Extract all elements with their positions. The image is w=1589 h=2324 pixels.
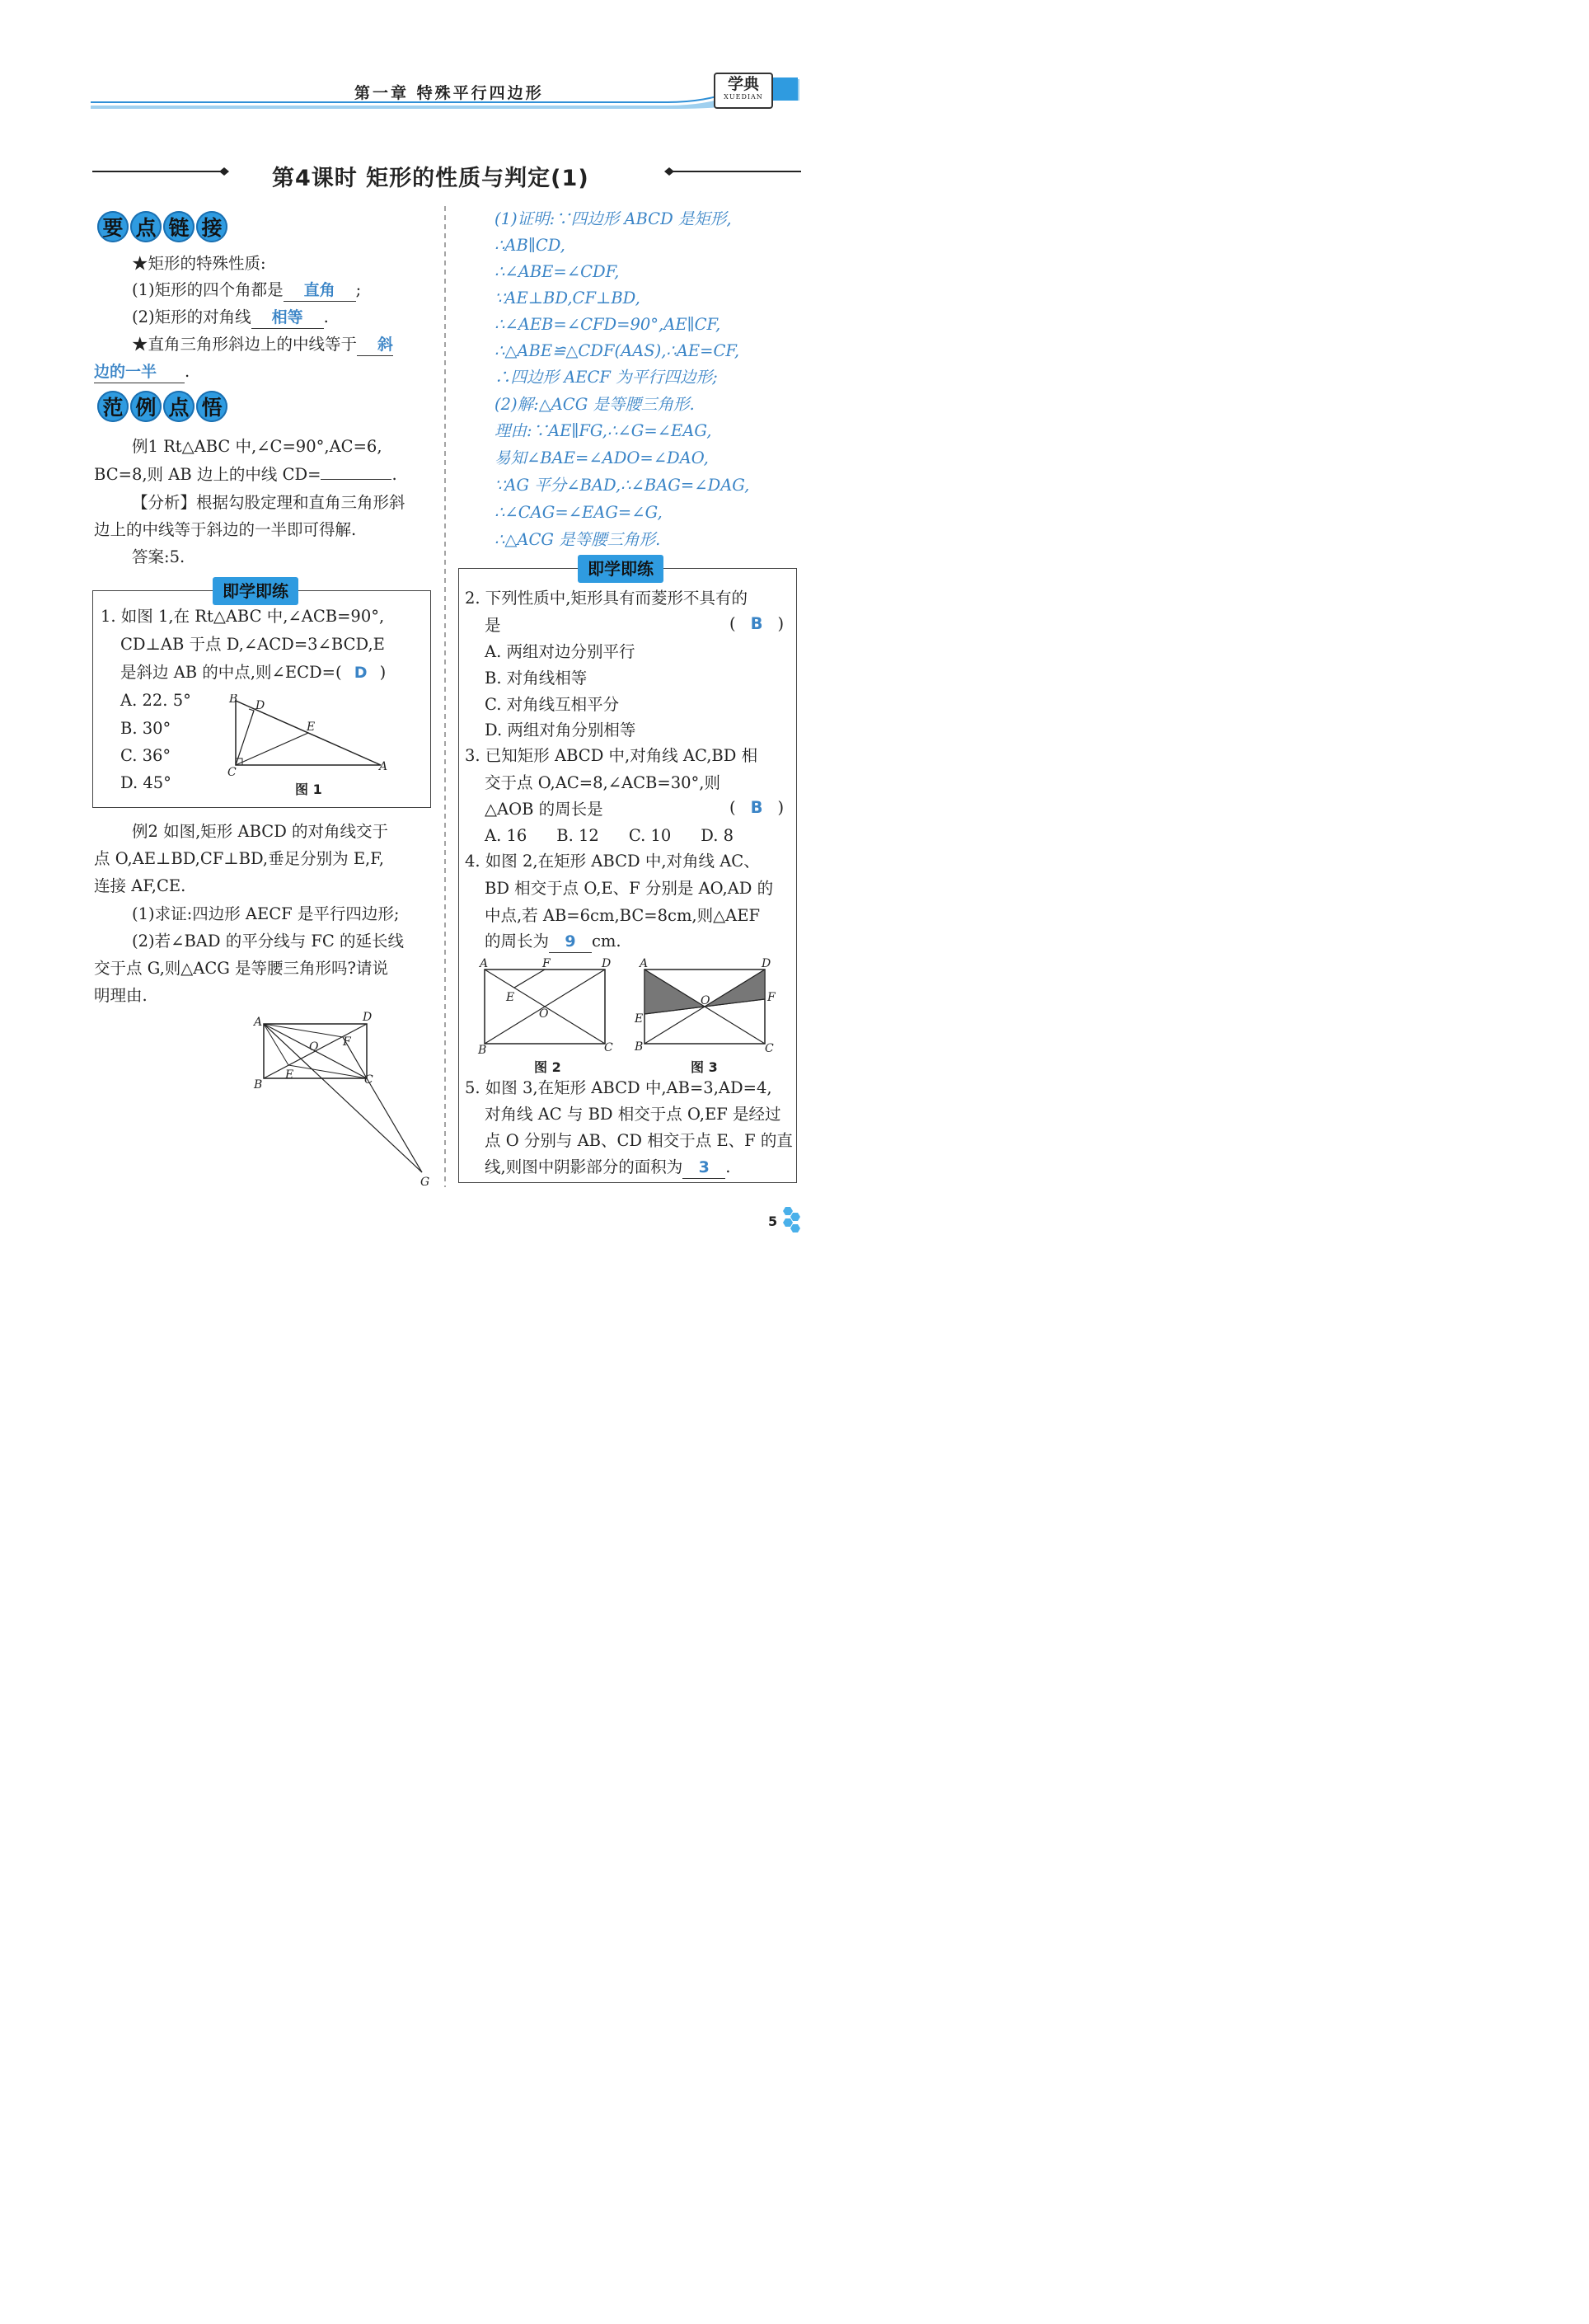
solution-line: ∴四边形 AECF 为平行四边形;: [495, 368, 718, 387]
fig2-label: C: [604, 1041, 613, 1054]
solution-line: ∴AB∥CD,: [495, 236, 565, 255]
badge-char: 链: [163, 211, 195, 242]
example1-analysis: 边上的中线等于斜边的一半即可得解.: [94, 520, 357, 539]
practice-tab: 即学即练: [213, 577, 298, 605]
key-point-line: [132, 332, 393, 357]
answer-blank: 相等: [251, 307, 324, 329]
solution-line: ∴△ABE≌△CDF(AAS),∴AE=CF,: [495, 341, 740, 360]
fig3-label: O: [701, 994, 710, 1007]
fig3-label: B: [635, 1040, 644, 1054]
badge-char: 要: [97, 211, 129, 242]
fig1-label: E: [307, 721, 316, 734]
badge-char: 接: [196, 211, 227, 242]
fig3-label: A: [640, 957, 649, 970]
example2-line: 连接 AF,CE.: [94, 876, 186, 895]
solution-line: ∴△ACG 是等腰三角形.: [495, 530, 661, 549]
text: 线,则图中阴影部分的面积为: [485, 1157, 683, 1176]
example1-answer: 答案:5.: [132, 547, 185, 566]
text: cm.: [592, 932, 621, 951]
key-point-line: [94, 359, 190, 384]
ex2-fig-label: B: [254, 1078, 263, 1092]
figure-3: [633, 956, 781, 1055]
answer-choice: B: [750, 614, 763, 633]
text: .: [323, 308, 329, 326]
q1-line: CD⊥AB 于点 D,∠ACD=3∠BCD,E: [120, 635, 385, 654]
answer-blank: 3: [682, 1157, 725, 1179]
q3-answer-paren: ( B ): [729, 798, 785, 817]
fig1-label: B: [229, 694, 238, 706]
key-points-badge: [97, 211, 227, 242]
q2-answer-paren: ( B ): [729, 614, 785, 633]
q2-line: 是: [485, 616, 501, 635]
hexagon-decoration-icon: [778, 1205, 803, 1238]
example2-line: 明理由.: [94, 986, 148, 1005]
key-point-line: ★矩形的特殊性质:: [132, 254, 266, 273]
ex2-fig-label: A: [254, 1016, 263, 1029]
q3-option: D. 8: [701, 826, 734, 845]
key-point-line: [132, 305, 329, 330]
text: (1)矩形的四个角都是: [132, 280, 284, 299]
text: ★直角三角形斜边上的中线等于: [132, 335, 358, 354]
example2-line: (1)求证:四边形 AECF 是平行四边形;: [132, 904, 400, 923]
figure-3-caption: 图 3: [691, 1059, 718, 1075]
q1-option: C. 36°: [120, 746, 171, 765]
solution-line: (2)解:△ACG 是等腰三角形.: [495, 395, 695, 414]
fig2-label: B: [478, 1044, 487, 1055]
page-number: 5: [768, 1214, 778, 1229]
text: .: [725, 1157, 731, 1176]
example2-line: 交于点 G,则△ACG 是等腰三角形吗?请说: [94, 959, 389, 978]
q4-line: 4. 如图 2,在矩形 ABCD 中,对角线 AC、: [465, 852, 760, 871]
q4-line: [485, 929, 621, 954]
q3-option: A. 16: [485, 826, 527, 845]
lesson-title: 第4课时 矩形的性质与判定(1): [272, 166, 589, 191]
text: BC=8,则 AB 边上的中线 CD=: [94, 465, 321, 484]
q1-option: D. 45°: [120, 773, 171, 792]
example1-line: [94, 462, 397, 487]
ex2-fig-label: F: [343, 1035, 351, 1049]
solution-line: (1)证明:∵四边形 ABCD 是矩形,: [495, 209, 732, 228]
q2-option: D. 两组对角分别相等: [485, 721, 636, 739]
answer-blank: 边的一半: [94, 361, 185, 383]
q1-option: B. 30°: [120, 719, 171, 738]
fig1-label: C: [227, 766, 237, 777]
ex2-fig-label: D: [363, 1011, 373, 1024]
answer-blank: 9: [549, 931, 592, 953]
q4-line: 中点,若 AB=6cm,BC=8cm,则△AEF: [485, 906, 760, 925]
fig2-label: F: [542, 957, 551, 970]
answer-blank: 直角: [284, 279, 356, 302]
figure-2: [476, 956, 616, 1055]
publisher-logo: [714, 73, 773, 109]
ex2-fig-label: O: [309, 1040, 319, 1054]
badge-char: 范: [97, 391, 129, 422]
q3-line: 交于点 O,AC=8,∠ACB=30°,则: [485, 773, 720, 792]
q1-option: A. 22. 5°: [120, 691, 191, 710]
figure-1-caption: 图 1: [295, 782, 322, 797]
badge-char: 悟: [196, 391, 227, 422]
q4-line: BD 相交于点 O,E、F 分别是 AO,AD 的: [485, 879, 774, 898]
q1-line: 1. 如图 1,在 Rt△ABC 中,∠ACB=90°,: [101, 607, 385, 626]
solution-line: ∴∠CAG=∠EAG=∠G,: [495, 503, 663, 522]
badge-char: 点: [130, 211, 162, 242]
q3-option: B. 12: [556, 826, 599, 845]
q2-option: B. 对角线相等: [485, 669, 588, 688]
q2-option: C. 对角线互相平分: [485, 695, 620, 714]
fig3-label: F: [767, 991, 776, 1004]
example1-analysis: 【分析】根据勾股定理和直角三角形斜: [132, 493, 405, 512]
text: ;: [355, 280, 362, 299]
text: (2)矩形的对角线: [132, 308, 251, 326]
ex2-fig-label: E: [285, 1068, 294, 1082]
q2-line: 2. 下列性质中,矩形具有而菱形不具有的: [465, 589, 748, 608]
logo-text: 学典: [727, 75, 759, 93]
solution-line: 易知∠BAE=∠ADO=∠DAO,: [495, 448, 709, 467]
answer-blank: [321, 479, 391, 480]
practice-tab: 即学即练: [578, 555, 663, 583]
fig1-label: D: [255, 699, 265, 712]
key-point-line: [132, 278, 361, 303]
q3-option: C. 10: [628, 826, 672, 845]
q5-line: 对角线 AC 与 BD 相交于点 O,EF 是经过: [485, 1105, 781, 1124]
q3-options: [485, 824, 734, 848]
ex2-fig-label: C: [364, 1073, 373, 1087]
badge-char: 例: [130, 391, 162, 422]
example2-line: 点 O,AE⊥BD,CF⊥BD,垂足分别为 E,F,: [94, 849, 384, 868]
text: 的周长为: [485, 932, 550, 951]
ex2-fig-label: G: [420, 1176, 430, 1189]
badge-char: 点: [163, 391, 195, 422]
solution-line: 理由:∵AE∥FG,∴∠G=∠EAG,: [495, 421, 712, 440]
fig1-label: A: [379, 760, 388, 773]
example2-line: (2)若∠BAD 的平分线与 FC 的延长线: [132, 932, 405, 951]
solution-line: ∴∠ABE=∠CDF,: [495, 262, 620, 281]
chapter-title: 第一章 特殊平行四边形: [354, 84, 544, 102]
answer-choice: D: [354, 664, 368, 682]
fig3-label: E: [635, 1012, 644, 1026]
q3-line: 3. 已知矩形 ABCD 中,对角线 AC,BD 相: [465, 746, 758, 765]
column-divider: [443, 206, 447, 1187]
text: 是斜边 AB 的中点,则∠ECD=(: [120, 663, 342, 682]
example1-line: 例1 Rt△ABC 中,∠C=90°,AC=6,: [132, 437, 382, 456]
example2-figure: [247, 1007, 437, 1190]
answer-blank: 斜: [357, 334, 393, 356]
fig2-label: E: [506, 991, 515, 1004]
q5-line: 5. 如图 3,在矩形 ABCD 中,AB=3,AD=4,: [465, 1078, 772, 1097]
logo-subtext: XUEDIAN: [724, 93, 763, 101]
fig2-label: O: [539, 1007, 549, 1021]
q3-line: △AOB 的周长是: [485, 800, 603, 819]
q5-line: 点 O 分别与 AB、CD 相交于点 E、F 的直: [485, 1131, 793, 1150]
text: .: [391, 465, 397, 484]
solution-line: ∴∠AEB=∠CFD=90°,AE∥CF,: [495, 315, 721, 334]
examples-badge: [97, 391, 227, 422]
text: ): [379, 663, 387, 682]
solution-line: ∵AG 平分∠BAD,∴∠BAG=∠DAG,: [495, 476, 750, 495]
q1-line: [120, 660, 386, 685]
text: .: [185, 362, 190, 381]
q2-option: A. 两组对边分别平行: [485, 642, 635, 661]
figure-1: [224, 694, 397, 777]
answer-choice: B: [750, 798, 763, 817]
fig3-label: D: [762, 957, 771, 970]
solution-line: ∵AE⊥BD,CF⊥BD,: [495, 289, 640, 308]
example2-line: 例2 如图,矩形 ABCD 的对角线交于: [132, 822, 389, 841]
fig3-label: C: [765, 1042, 774, 1055]
figure-2-caption: 图 2: [534, 1059, 561, 1075]
q5-line: [485, 1155, 730, 1180]
fig2-label: A: [480, 957, 489, 970]
fig2-label: D: [602, 957, 612, 970]
